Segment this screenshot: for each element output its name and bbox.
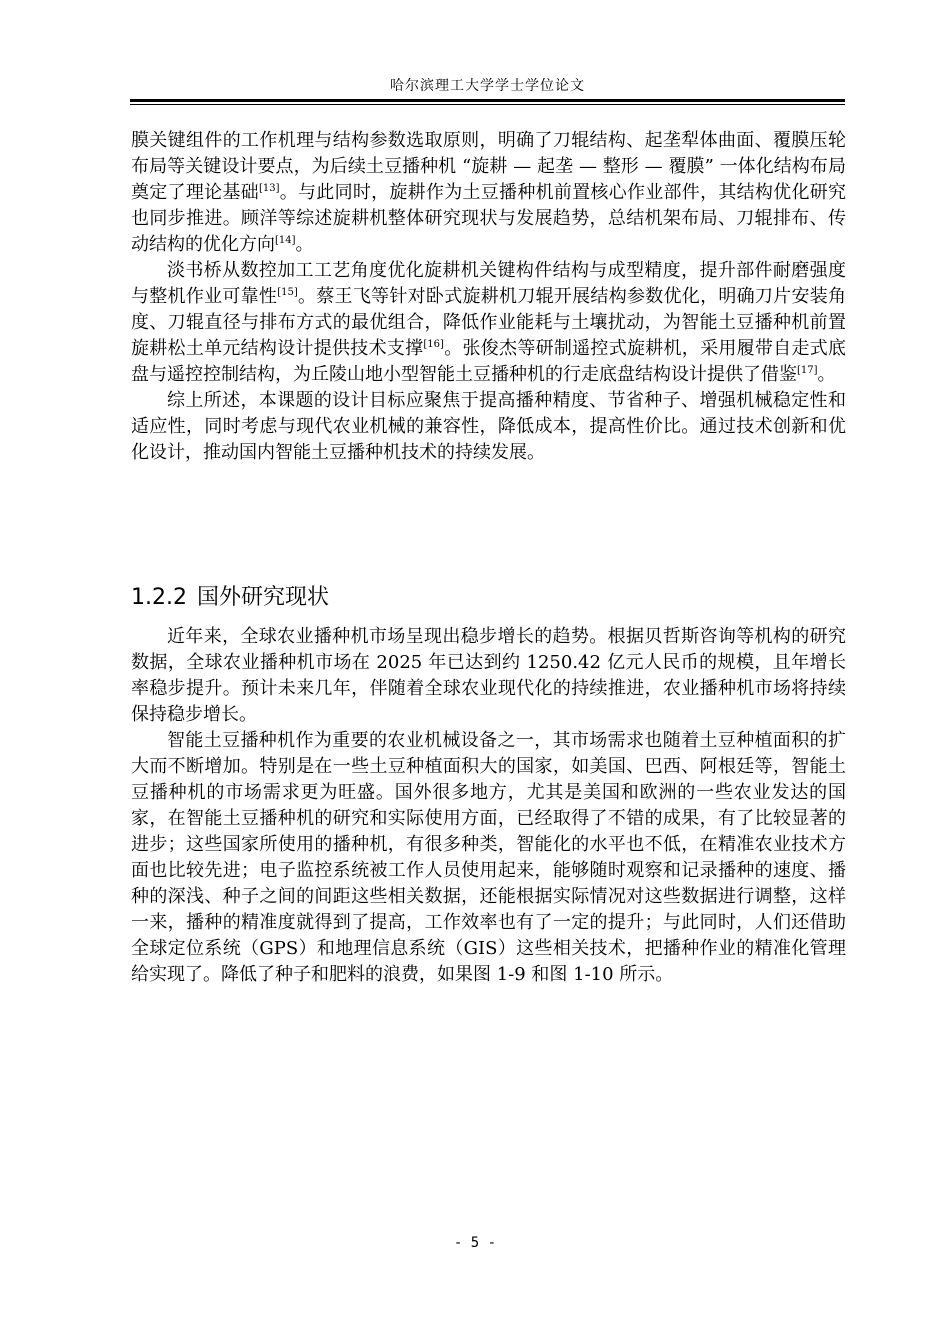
body-text-after-section [131, 624, 846, 988]
paragraph-text: 。 [295, 234, 314, 255]
header-rule-thin [130, 104, 845, 105]
paragraph-1 [131, 128, 846, 258]
page-header: 哈尔滨理工大学学士学位论文 [390, 78, 585, 94]
body-text-before-section [131, 128, 846, 466]
page-number: - 5 - [453, 1235, 497, 1251]
paragraph-2 [131, 258, 846, 388]
citation-ref: [14] [275, 235, 296, 246]
paragraph-text: 。蔡王飞等针对卧式旋耕机刀辊开展结构参数优化，明确刀片安装角度、刀辊直径与排布方式的最优组合，降低作业能耗与土壤扰动，为智能土豆播种机前置旋耕松土单元结构设计提供技术支撑 [131, 286, 846, 359]
header-rule-thick [130, 99, 845, 102]
paragraph-text: 。与此同时，旋耕作为土豆播种机前置核心作业部件，其结构优化研究也同步推进。顾洋等综述旋耕机整体研究现状与发展趋势，总结机架布局、刀辊排布、传动结构的优化方向 [131, 182, 847, 255]
paragraph-4: 近年来，全球农业播种机市场呈现出稳步增长的趋势。根据贝哲斯咨询等机构的研究数据，全球农业播种机市场在 2025 年已达到约 1250.42 亿元人民币的规模，且年增长率稳步提升。预计未来几年，伴随着全球农业现代化的持续推进，农业播种机市场将持续保持稳步增长。 [131, 626, 846, 725]
citation-ref: [15] [277, 287, 298, 298]
paragraph-3: 综上所述，本课题的设计目标应聚焦于提高播种精度、节省种子、增强机械稳定性和适应性，同时考虑与现代农业机械的兼容性，降低成本，提高性价比。通过技术创新和优化设计，推动国内智能土豆播种机技术的持续发展。 [131, 390, 846, 463]
citation-ref: [13] [258, 183, 280, 194]
paragraph-text: 淡书桥从数控加工工艺角度优化旋耕机关键构件结构与成型精度，提升部件耐磨强度与整机作业可靠性 [131, 260, 846, 307]
citation-ref: [17] [797, 365, 818, 376]
citation-ref: [16] [423, 339, 444, 350]
section-number: 1.2.2 [131, 585, 187, 610]
paragraph-5: 智能土豆播种机作为重要的农业机械设备之一，其市场需求也随着土豆种植面积的扩大而不断增加。特别是在一些土豆种植面积大的国家，如美国、巴西、阿根廷等，智能土豆播种机的市场需求更为旺盛。国外很多地方，尤其是美国和欧洲的一些农业发达的国家，在智能土豆播种机的研究和实际使用方面，已经取得了不错的成果，有了比较显著的进步；这些国家所使用的播种机，有很多种类，智能化的水平也不低，在精准农业技术方面也比较先进；电子监控系统被工作人员使用起来，能够随时观察和记录播种的速度、播种的深浅、种子之间的间距这些相关数据，还能根据实际情况对这些数据进行调整，这样一来，播种的精准度就得到了提高，工作效率也有了一定的提升；与此同时，人们还借助全球定位系统（GPS）和地理信息系统（GIS）这些相关技术，把播种作业的精准化管理给实现了。降低了种子和肥料的浪费，如果图 1-9 和图 1-10 所示。 [131, 730, 846, 985]
section-heading [131, 583, 329, 613]
paragraph-text: 。张俊杰等研制遥控式旋耕机，采用履带自走式底盘与遥控控制结构，为丘陵山地小型智能土豆播种机的行走底盘结构设计提供了借鉴 [131, 338, 846, 385]
paragraph-text: 。 [817, 364, 836, 385]
section-title: 国外研究现状 [196, 585, 329, 610]
paragraph-text: 膜关键组件的工作机理与结构参数选取原则，明确了刀辊结构、起垄犁体曲面、覆膜压轮布局等关键设计要点，为后续土豆播种机 “旋耕 — 起垄 — 整形 — 覆膜” 一体化结构布局奠定了理论基础 [131, 130, 846, 203]
